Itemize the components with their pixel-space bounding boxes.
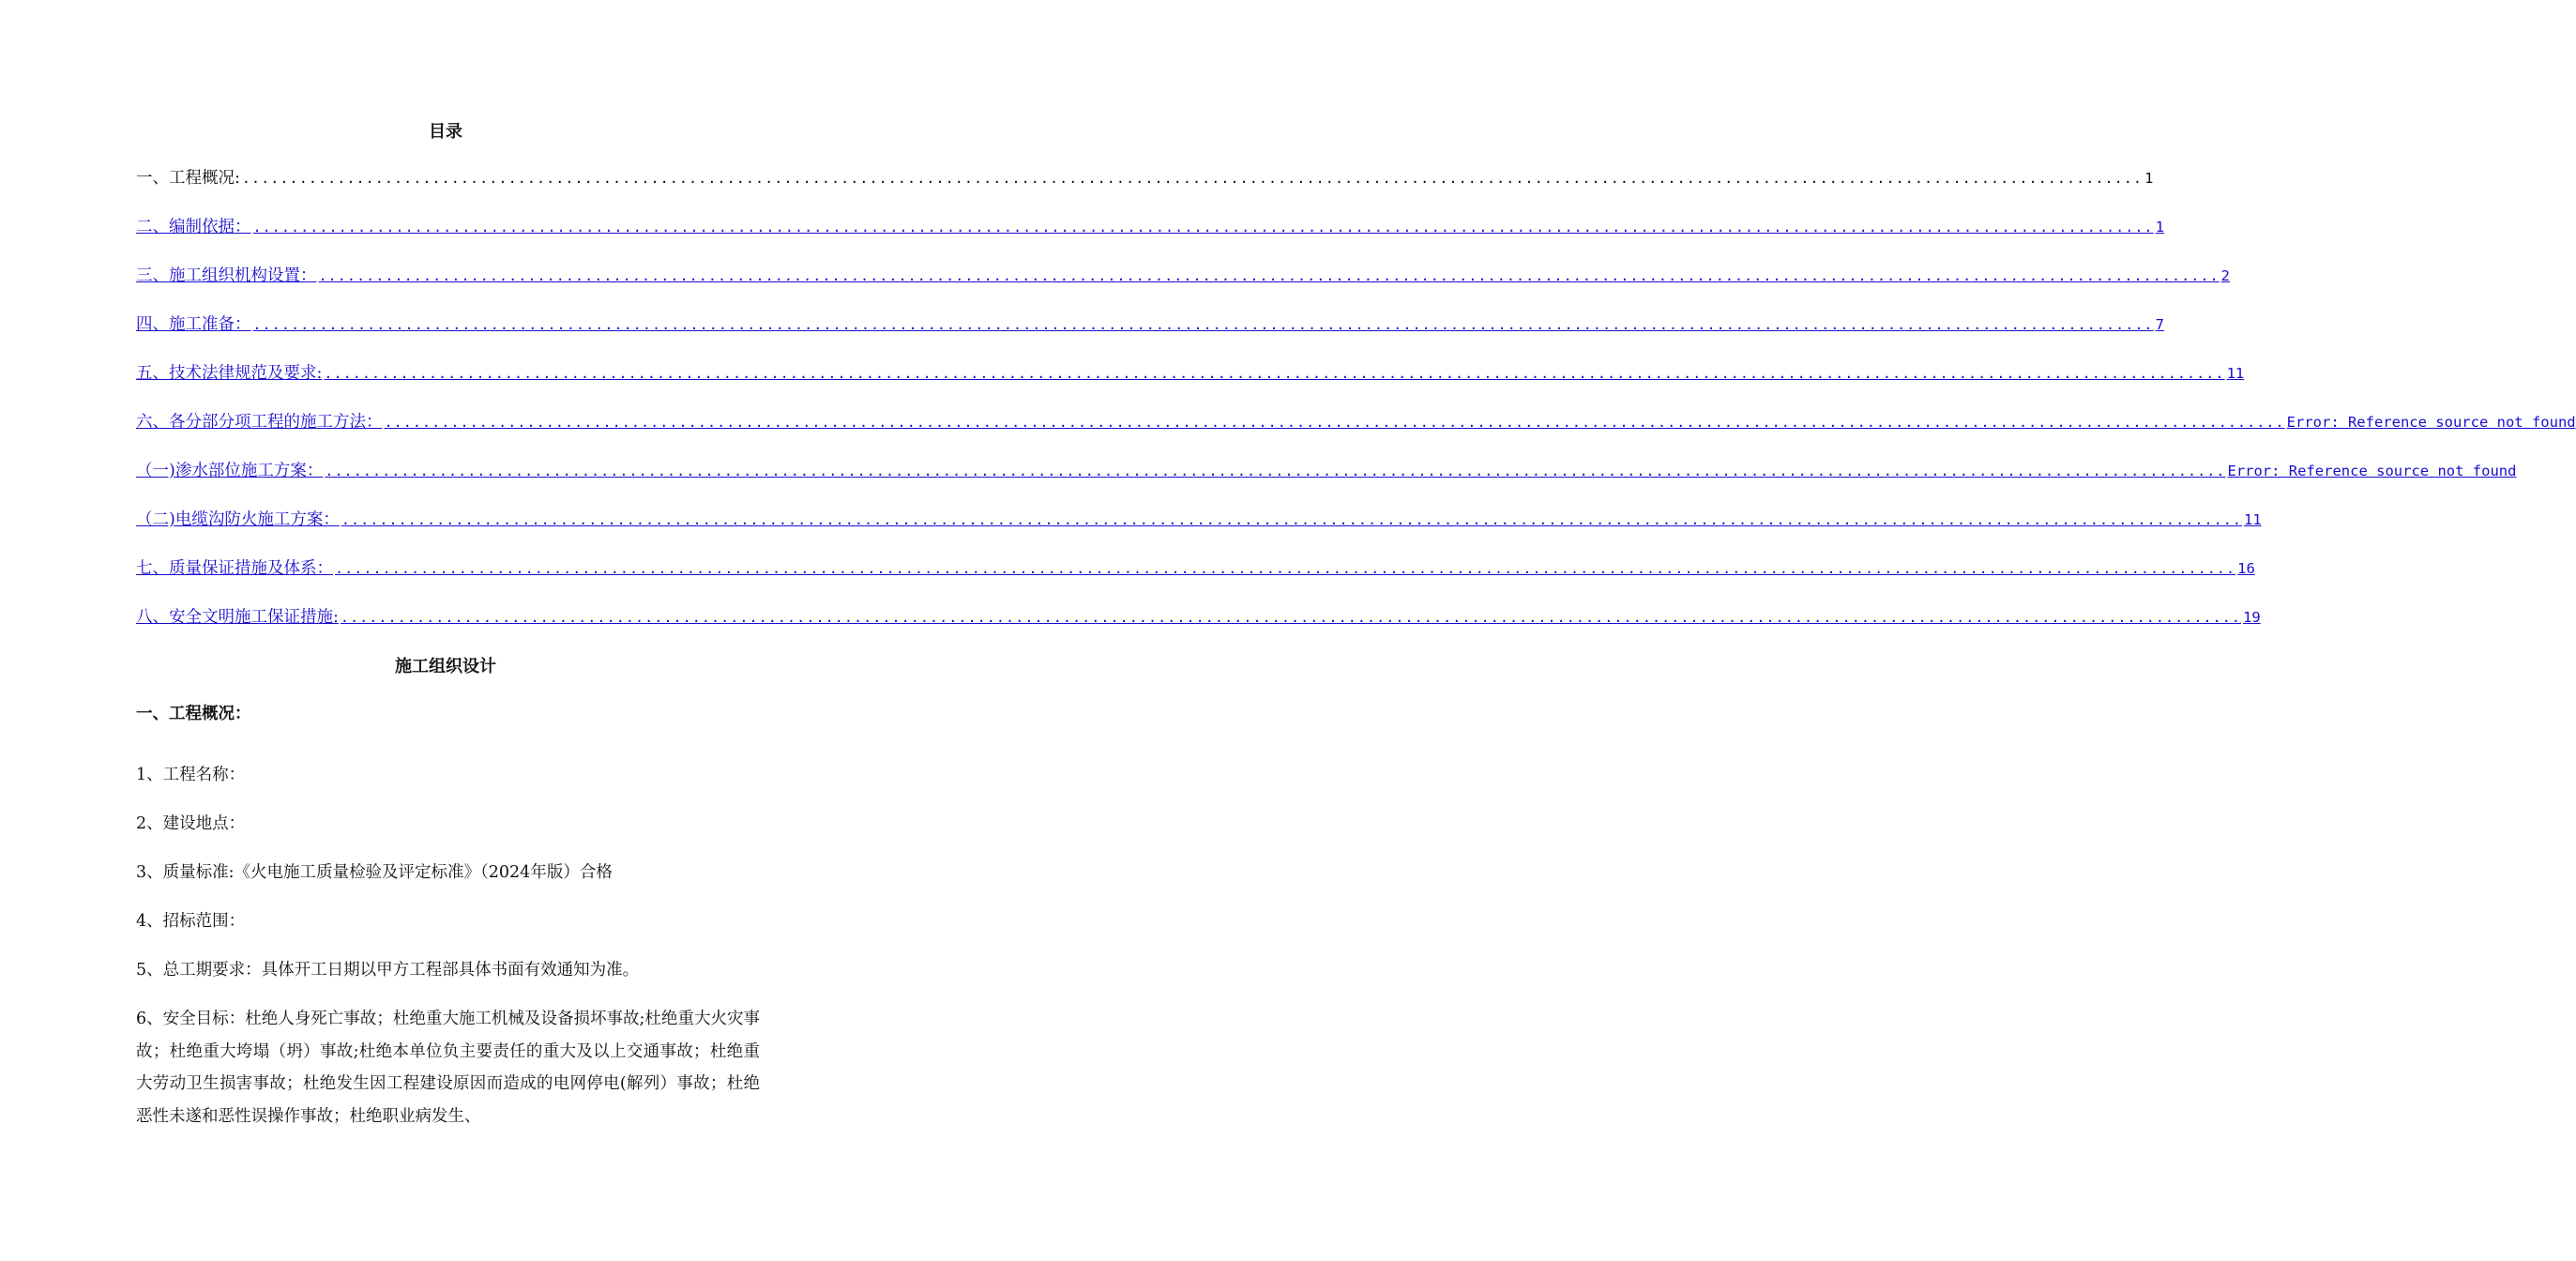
toc-entry-text: 六、各分部分项工程的施工方法：: [136, 413, 383, 432]
toc-leader-dots: ........................................................................................................................................................................................................: [241, 170, 2144, 187]
toc-leader-dots: ........................................................................................................................................................................................................: [335, 560, 2236, 577]
toc-entry-text: 五、技术法律规范及要求:: [136, 364, 323, 383]
toc-title: 目录: [429, 122, 462, 142]
toc-leader-dots: ........................................................................................................................................................................................................: [384, 414, 2285, 431]
toc-entry[interactable]: [136, 214, 2164, 263]
toc-entry[interactable]: [136, 507, 2262, 555]
toc-entry-text: （一)渗水部位施工方案：: [136, 462, 324, 480]
toc-leader-dots: ........................................................................................................................................................................................................: [340, 609, 2242, 626]
toc-page-number: 7: [2155, 316, 2164, 333]
toc-page-number: 1: [2144, 170, 2154, 187]
toc-entry-text: 三、施工组织机构设置：: [136, 266, 317, 285]
list-item: 5、总工期要求：具体开工日期以甲方工程部具体书面有效通知为准。: [136, 961, 640, 980]
toc-page-number: Error: Reference source not found: [2286, 414, 2576, 431]
toc-entry-text: 一、工程概况:: [136, 169, 240, 188]
toc-entry[interactable]: [136, 263, 2230, 311]
toc-entry-text: （二)电缆沟防火施工方案：: [136, 510, 340, 529]
toc-page-number: 11: [2226, 365, 2245, 382]
toc-page-number: 2: [2220, 267, 2230, 284]
list-item: 2、建设地点：: [136, 814, 246, 833]
section-heading: 一、工程概况：: [136, 705, 251, 723]
toc-leader-dots: ........................................................................................................................................................................................................: [318, 267, 2220, 284]
toc-page-number: 16: [2237, 560, 2255, 577]
toc-leader-dots: ........................................................................................................................................................................................................: [252, 219, 2154, 235]
document-title: 施工组织设计: [395, 657, 496, 676]
toc-entry-text: 四、施工准备：: [136, 315, 251, 334]
document-body: [136, 702, 760, 1132]
toc-entry-text: 二、编制依据：: [136, 218, 251, 236]
toc-entry[interactable]: [136, 311, 2164, 360]
toc-leader-dots: ........................................................................................................................................................................................................: [341, 511, 2242, 528]
toc-page-number: 1: [2155, 219, 2164, 235]
list-item: 3、质量标准:《火电施工质量检验及评定标准》（2024年版）合格: [136, 863, 613, 882]
item-list: [136, 751, 760, 995]
toc-leader-dots: ........................................................................................................................................................................................................: [324, 365, 2225, 382]
toc-entry[interactable]: [136, 360, 2245, 409]
toc-entry[interactable]: [136, 555, 2255, 604]
safety-goal-paragraph: 6、安全目标：杜绝人身死亡事故；杜绝重大施工机械及设备损坏事故;杜绝重大火灾事故；杜绝重大垮塌（坍）事故;杜绝本单位负主要责任的重大及以上交通事故；杜绝重大劳动卫生损害事故；杜绝发生因工程建设原因而造成的电网停电(解列）事故；杜绝恶性未遂和恶性误操作事故；杜绝职业病发生、: [136, 1010, 760, 1126]
toc-entry: [136, 165, 2154, 214]
toc-page-number: 19: [2243, 609, 2261, 626]
toc-entry[interactable]: [136, 604, 2261, 653]
toc-leader-dots: ........................................................................................................................................................................................................: [252, 316, 2154, 333]
list-item: 1、工程名称：: [136, 766, 246, 784]
toc-page-number: 11: [2243, 511, 2262, 528]
toc-entry-text: 八、安全文明施工保证措施:: [136, 608, 339, 627]
toc-entry[interactable]: [136, 458, 2517, 507]
toc-leader-dots: ........................................................................................................................................................................................................: [325, 463, 2226, 479]
toc-entry-text: 七、质量保证措施及体系：: [136, 559, 333, 578]
toc-entry[interactable]: [136, 409, 2576, 458]
table-of-contents: [136, 165, 2576, 653]
toc-page-number: Error: Reference source not found: [2227, 463, 2517, 479]
list-item: 4、招标范围：: [136, 912, 246, 931]
